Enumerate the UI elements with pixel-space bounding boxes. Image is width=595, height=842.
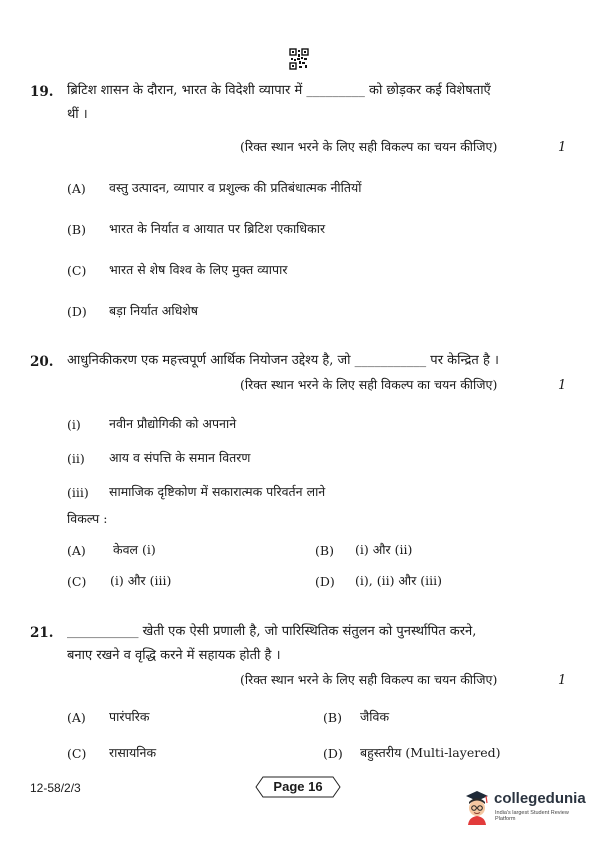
- qr-code-icon: [289, 48, 309, 70]
- q20-option-a-text: केवल (i): [113, 542, 156, 557]
- question-21-number: 21.: [30, 625, 54, 641]
- q20-option-d-text: (i), (ii) और (iii): [355, 573, 443, 588]
- mascot-icon: [462, 788, 492, 826]
- q19-option-d-text: बड़ा निर्यात अधिशेष: [109, 303, 198, 318]
- logo-wordmark: collegedunia: [494, 790, 586, 807]
- q21-option-c-text: रासायनिक: [109, 745, 157, 760]
- q20-statement-i-text: नवीन प्रौद्योगिकी को अपनाने: [109, 416, 237, 431]
- q21-option-a-text: पारंपरिक: [109, 709, 150, 724]
- q21-option-a-label: (A): [67, 710, 86, 725]
- q19-option-c-text: भारत से शेष विश्व के लिए मुक्त व्यापार: [109, 262, 288, 277]
- q20-options-heading: विकल्प :: [67, 511, 108, 526]
- q21-option-c-label: (C): [67, 746, 87, 761]
- question-19-instruction: (रिक्त स्थान भरने के लिए सही विकल्प का चयन कीजिए): [240, 139, 498, 154]
- q20-option-c-label: (C): [67, 574, 87, 589]
- question-20-text: आधुनिकीकरण एक महत्त्वपूर्ण आर्थिक नियोजन उद्देश्य है, जो ___________ पर केन्द्रित है ।: [67, 353, 499, 368]
- q19-option-a-label: (A): [67, 181, 86, 196]
- question-19-marks: 1: [558, 140, 567, 155]
- q19-option-a-text: वस्तु उत्पादन, व्यापार व प्रशुल्क की प्रतिबंधात्मक नीतियों: [109, 180, 362, 195]
- q21-option-d-label: (D): [323, 746, 343, 761]
- question-19-text-line1: ब्रिटिश शासन के दौरान, भारत के विदेशी व्यापार में _________ को छोड़कर कई विशेषताएँ: [67, 83, 491, 98]
- logo-tagline: India's largest Student Review Platform: [495, 810, 569, 822]
- question-19-number: 19.: [30, 84, 54, 100]
- collegedunia-logo: [462, 788, 590, 830]
- question-20-marks: 1: [558, 378, 567, 393]
- q19-option-c-label: (C): [67, 263, 87, 278]
- question-20-instruction: (रिक्त स्थान भरने के लिए सही विकल्प का चयन कीजिए): [240, 377, 498, 392]
- question-21-marks: 1: [558, 673, 567, 688]
- question-21-text-line1: ___________ खेती एक ऐसी प्रणाली है, जो पारिस्थितिक संतुलन को पुनर्स्थापित करने,: [67, 624, 477, 639]
- question-20-number: 20.: [30, 354, 54, 370]
- q19-option-d-label: (D): [67, 304, 87, 319]
- q20-statement-ii-text: आय व संपत्ति के समान वितरण: [109, 450, 251, 465]
- page-number-badge: [255, 776, 341, 798]
- paper-code: 12-58/2/3: [30, 781, 81, 795]
- question-19-text-line2: थीं ।: [67, 107, 88, 122]
- q20-statement-iii-text: सामाजिक दृष्टिकोण में सकारात्मक परिवर्तन लाने: [109, 484, 326, 499]
- page-number-label: Page 16: [273, 779, 323, 794]
- q20-statement-iii-label: (iii): [67, 485, 89, 500]
- question-21-text-line2: बनाए रखने व वृद्धि करने में सहायक होती है ।: [67, 648, 281, 663]
- q20-option-d-label: (D): [315, 574, 335, 589]
- q20-statement-i-label: (i): [67, 417, 81, 432]
- q19-option-b-text: भारत के निर्यात व आयात पर ब्रिटिश एकाधिकार: [109, 221, 326, 236]
- q19-option-b-label: (B): [67, 222, 86, 237]
- q20-statement-ii-label: (ii): [67, 451, 85, 466]
- q20-option-c-text: (i) और (iii): [110, 573, 172, 588]
- q21-option-b-text: जैविक: [360, 709, 390, 724]
- question-21-instruction: (रिक्त स्थान भरने के लिए सही विकल्प का चयन कीजिए): [240, 672, 498, 687]
- q21-option-b-label: (B): [323, 710, 342, 725]
- q21-option-d-text: बहुस्तरीय (Multi-layered): [360, 745, 501, 760]
- q20-option-b-text: (i) और (ii): [355, 542, 413, 557]
- q20-option-a-label: (A): [67, 543, 86, 558]
- q20-option-b-label: (B): [315, 543, 334, 558]
